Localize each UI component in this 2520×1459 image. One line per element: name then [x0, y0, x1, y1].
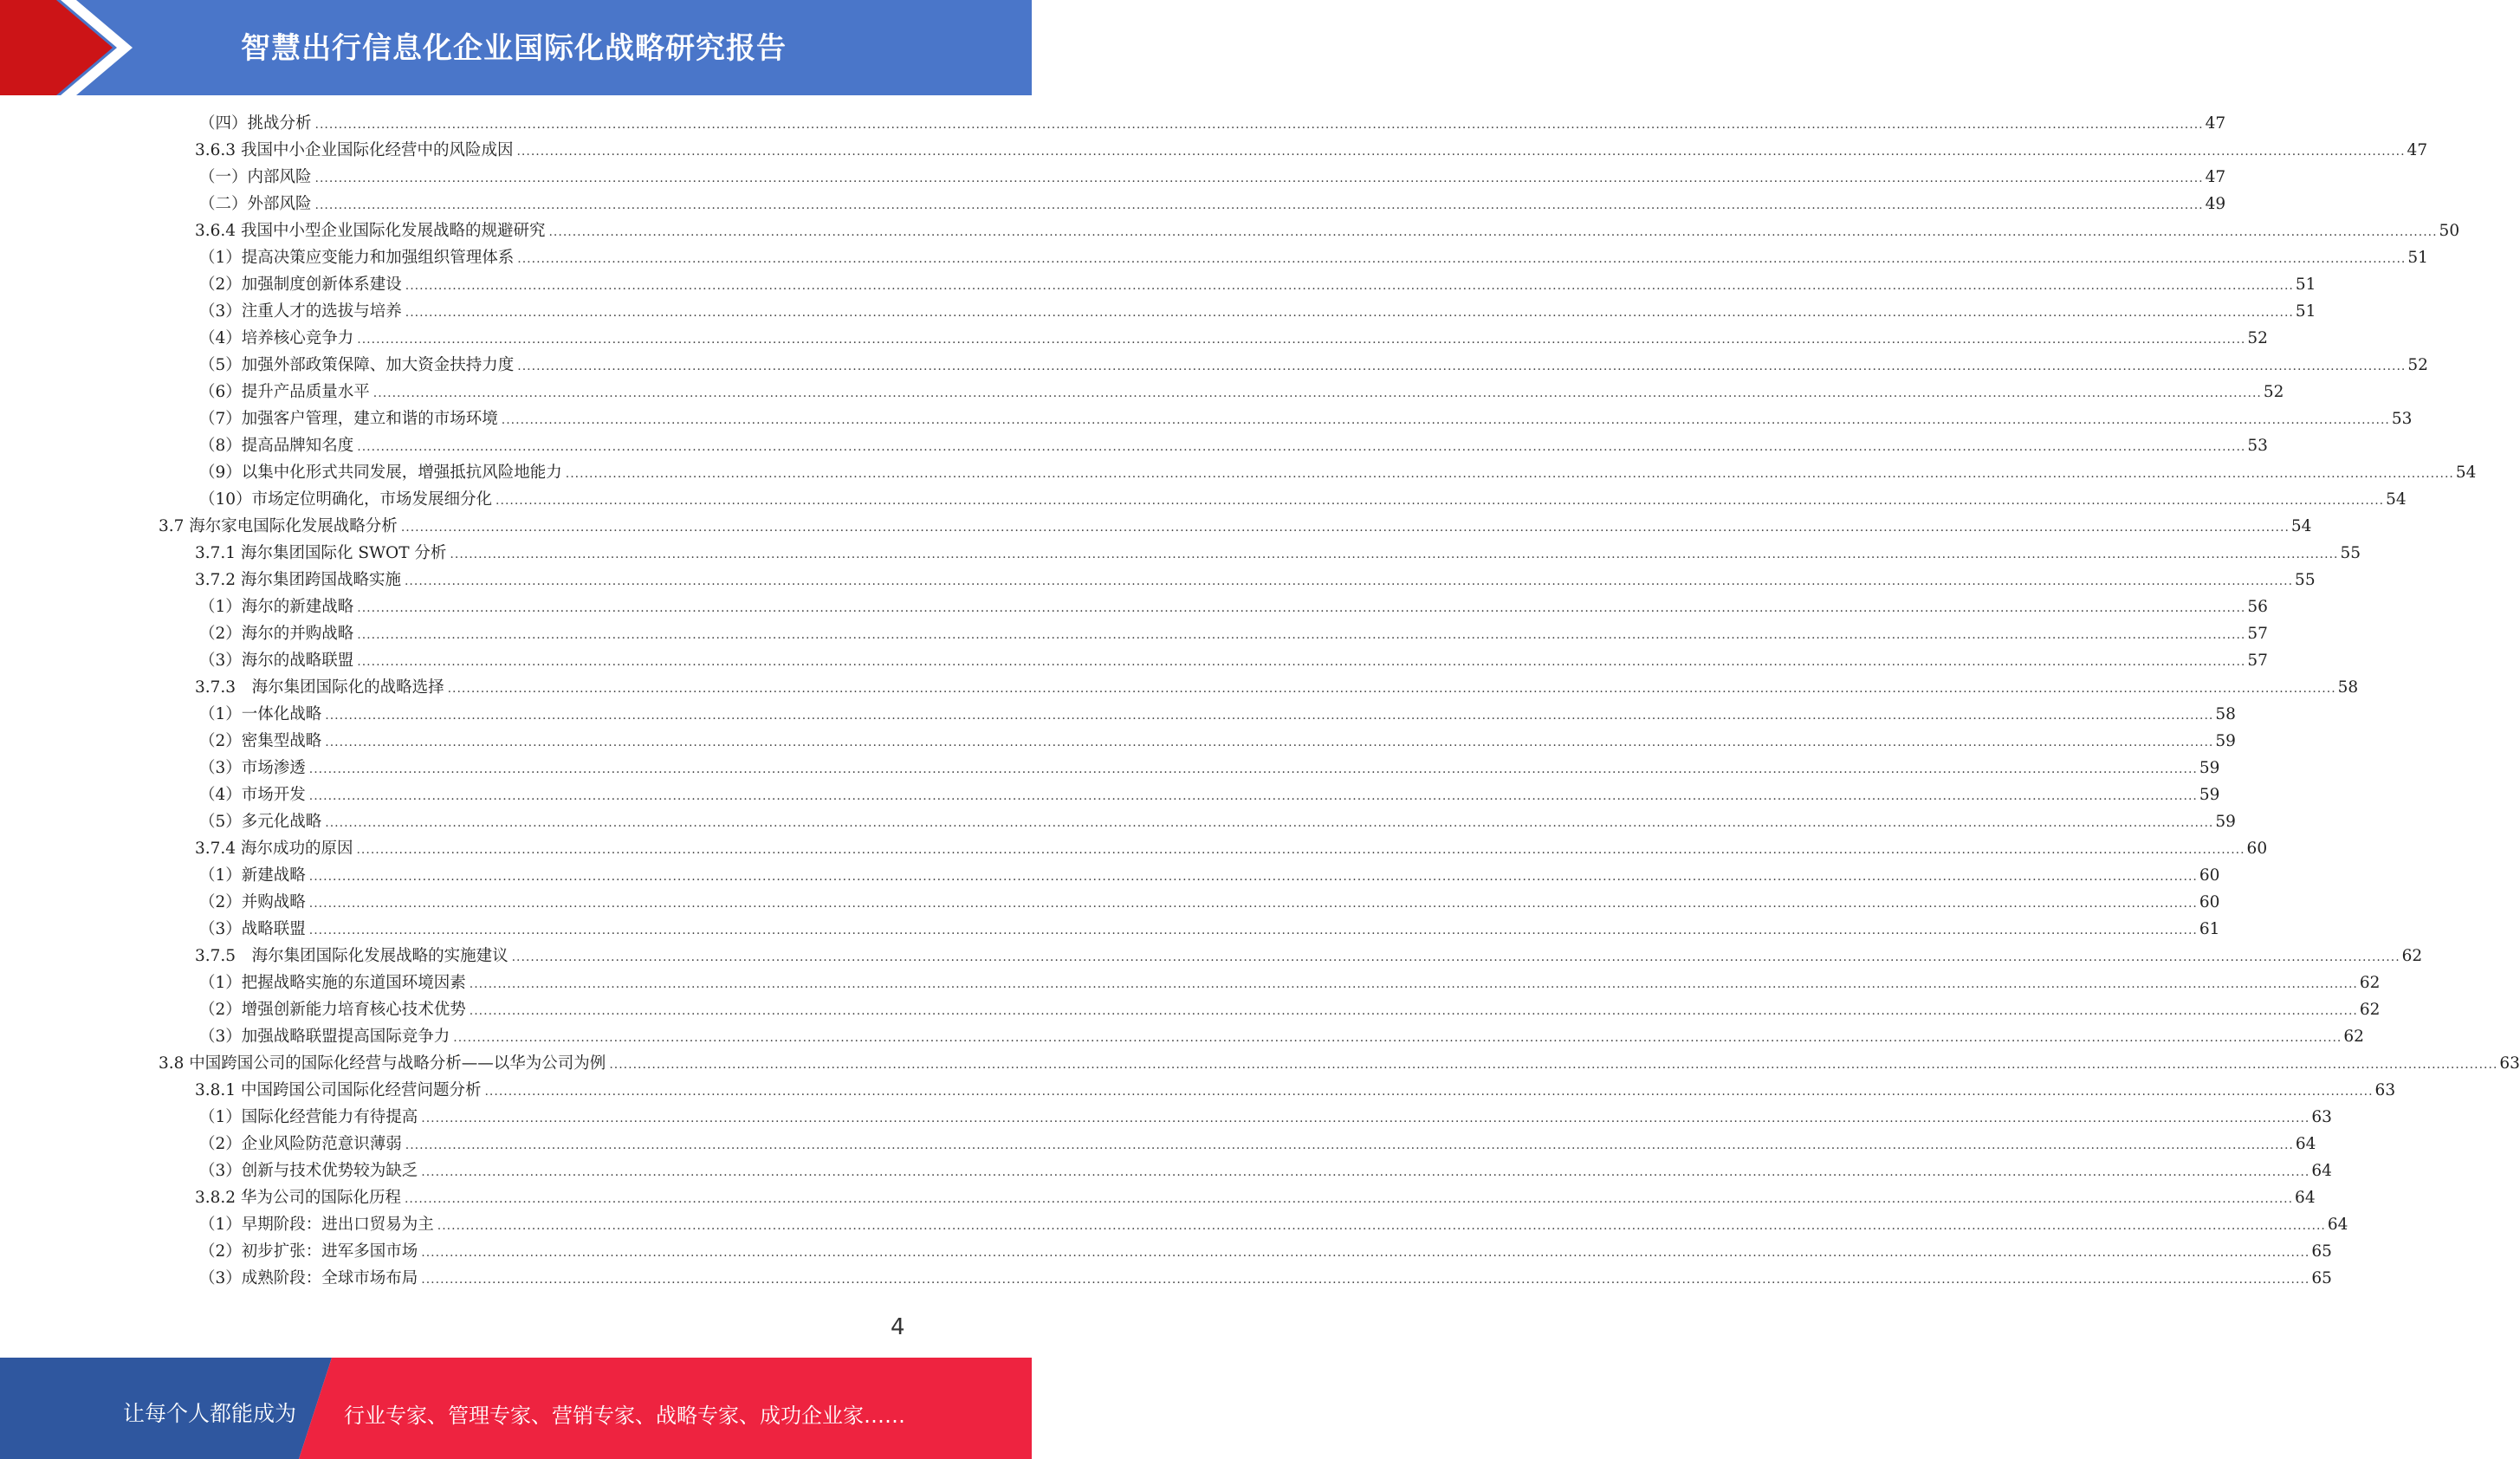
toc-entry-page: 51 [2295, 276, 2316, 294]
table-of-contents [0, 110, 2520, 1292]
toc-dot-leader: ................................................................................................................................................................................................................................................................................................................................................................................................................ [404, 574, 2294, 588]
toc-entry-page: 63 [2499, 1054, 2520, 1073]
toc-entry-page: 57 [2247, 625, 2268, 643]
toc-dot-leader: ................................................................................................................................................................................................................................................................................................................................................................................................................ [511, 950, 2400, 964]
toc-entry[interactable] [0, 862, 2220, 889]
toc-entry[interactable] [0, 1184, 2316, 1211]
toc-dot-leader: ................................................................................................................................................................................................................................................................................................................................................................................................................ [517, 252, 2407, 266]
toc-entry-page: 54 [2290, 517, 2312, 535]
toc-dot-leader: ................................................................................................................................................................................................................................................................................................................................................................................................................ [496, 494, 2385, 508]
toc-entry-page: 47 [2407, 141, 2428, 159]
toc-entry-page: 59 [2199, 786, 2220, 804]
toc-dot-leader: ................................................................................................................................................................................................................................................................................................................................................................................................................ [405, 306, 2294, 320]
toc-dot-leader: ................................................................................................................................................................................................................................................................................................................................................................................................................ [308, 789, 2198, 803]
toc-dot-leader: ................................................................................................................................................................................................................................................................................................................................................................................................................ [372, 386, 2262, 400]
toc-dot-leader: ................................................................................................................................................................................................................................................................................................................................................................................................................ [308, 897, 2198, 911]
report-title: 智慧出行信息化企业国际化战略研究报告 [241, 31, 787, 66]
toc-entry-title: （2）企业风险防范意识薄弱 [199, 1135, 402, 1153]
toc-entry-title: 3.7.2 海尔集团跨国战略实施 [195, 571, 401, 589]
footer-slogan-left: 让每个人都能成为 [123, 1401, 297, 1426]
toc-entry[interactable] [0, 889, 2220, 916]
toc-entry-title: 3.7.3 海尔集团国际化的战略选择 [195, 678, 444, 697]
toc-entry-page: 58 [2337, 678, 2359, 697]
toc-entry-title: （1）提高决策应变能力和加强组织管理体系 [199, 249, 515, 267]
toc-dot-leader: ................................................................................................................................................................................................................................................................................................................................................................................................................ [314, 118, 2204, 132]
toc-entry-title: 3.7.5 海尔集团国际化发展战略的实施建议 [195, 947, 509, 965]
toc-entry-title: （1）一体化战略 [199, 705, 322, 723]
toc-entry-title: （3）战略联盟 [199, 920, 306, 938]
toc-entry-page: 63 [2311, 1108, 2332, 1126]
arrow-logo-icon [0, 0, 139, 95]
toc-entry[interactable] [0, 916, 2220, 943]
toc-entry[interactable] [0, 1131, 2316, 1157]
toc-dot-leader: ................................................................................................................................................................................................................................................................................................................................................................................................................ [421, 1273, 2310, 1287]
toc-entry-title: 3.8 中国跨国公司的国际化经营与战略分析——以华为公司为例 [159, 1054, 606, 1073]
toc-entry-title: （3）创新与技术优势较为缺乏 [199, 1162, 418, 1180]
slogan-footer [0, 1358, 1032, 1459]
toc-dot-leader: ................................................................................................................................................................................................................................................................................................................................................................................................................ [325, 709, 2214, 723]
toc-entry-page: 57 [2247, 652, 2268, 670]
toc-entry-title: 3.6.4 我国中小型企业国际化发展战略的规避研究 [195, 222, 546, 240]
toc-entry-title: （1）早期阶段：进出口贸易为主 [199, 1216, 434, 1234]
toc-entry-page: 56 [2247, 598, 2268, 616]
page-number: 4 [891, 1314, 905, 1340]
toc-entry-title: （3）海尔的战略联盟 [199, 652, 354, 670]
toc-dot-leader: ................................................................................................................................................................................................................................................................................................................................................................................................................ [356, 843, 2245, 857]
toc-dot-leader: ................................................................................................................................................................................................................................................................................................................................................................................................................ [357, 601, 2246, 615]
toc-entry[interactable] [0, 808, 2236, 835]
toc-entry-title: （2）加强制度创新体系建设 [199, 276, 402, 294]
toc-entry-page: 65 [2311, 1242, 2332, 1261]
toc-entry-title: 3.7 海尔家电国际化发展战略分析 [159, 517, 398, 535]
toc-entry-page: 59 [2215, 732, 2236, 750]
toc-entry[interactable] [0, 1077, 2396, 1104]
toc-entry-page: 59 [2215, 813, 2236, 831]
toc-entry-title: （5）多元化战略 [199, 813, 322, 831]
toc-dot-leader: ................................................................................................................................................................................................................................................................................................................................................................................................................ [308, 924, 2198, 937]
toc-entry-page: 49 [2205, 195, 2226, 213]
toc-entry[interactable] [0, 1157, 2332, 1184]
toc-entry[interactable] [0, 1238, 2332, 1265]
toc-entry-title: （2）海尔的并购战略 [199, 625, 354, 643]
toc-entry-title: （4）市场开发 [199, 786, 306, 804]
toc-dot-leader: ................................................................................................................................................................................................................................................................................................................................................................................................................ [437, 1219, 2326, 1233]
toc-entry-page: 64 [2311, 1162, 2332, 1180]
toc-entry-page: 62 [2343, 1028, 2364, 1046]
toc-entry-page: 60 [2199, 893, 2220, 911]
toc-entry-page: 58 [2215, 705, 2236, 723]
toc-entry-title: （8）提高品牌知名度 [199, 437, 354, 455]
toc-entry[interactable] [0, 1265, 2332, 1292]
toc-entry-title: （2）密集型战略 [199, 732, 322, 750]
toc-entry-title: 3.7.4 海尔成功的原因 [195, 840, 353, 858]
toc-entry[interactable] [0, 513, 2312, 540]
toc-entry-title: （1）新建战略 [199, 866, 306, 885]
toc-entry[interactable] [0, 835, 2268, 862]
toc-entry-title: （3）市场渗透 [199, 759, 306, 777]
toc-entry-title: （7）加强客户管理，建立和谐的市场环境 [199, 410, 498, 428]
toc-dot-leader: ................................................................................................................................................................................................................................................................................................................................................................................................................ [484, 1085, 2374, 1099]
toc-entry-page: 55 [2295, 571, 2316, 589]
toc-entry-title: （2）增强创新能力培育核心技术优势 [199, 1001, 466, 1019]
toc-dot-leader: ................................................................................................................................................................................................................................................................................................................................................................................................................ [447, 682, 2336, 696]
toc-entry-page: 52 [2247, 329, 2268, 347]
toc-entry-page: 53 [2391, 410, 2413, 428]
toc-entry-title: （9）以集中化形式共同发展，增强抵抗风险地能力 [199, 464, 562, 482]
toc-dot-leader: ................................................................................................................................................................................................................................................................................................................................................................................................................ [469, 1004, 2358, 1018]
toc-entry-page: 62 [2401, 947, 2423, 965]
toc-dot-leader: ................................................................................................................................................................................................................................................................................................................................................................................................................ [421, 1165, 2310, 1179]
toc-entry[interactable] [0, 1211, 2348, 1238]
toc-entry[interactable] [0, 110, 2226, 137]
toc-entry[interactable] [0, 1050, 2520, 1077]
toc-dot-leader: ................................................................................................................................................................................................................................................................................................................................................................................................................ [517, 360, 2407, 373]
toc-dot-leader: ................................................................................................................................................................................................................................................................................................................................................................................................................ [405, 279, 2294, 293]
toc-entry[interactable] [0, 379, 2284, 405]
toc-entry[interactable] [0, 755, 2220, 781]
toc-entry[interactable] [0, 459, 2477, 486]
toc-entry[interactable] [0, 325, 2268, 352]
toc-entry-page: 51 [2295, 302, 2316, 321]
toc-entry-page: 54 [2386, 490, 2407, 509]
toc-entry[interactable] [0, 969, 2381, 996]
toc-entry[interactable] [0, 298, 2316, 325]
toc-entry-title: 3.7.1 海尔集团国际化 SWOT 分析 [195, 544, 447, 562]
toc-entry-page: 53 [2247, 437, 2268, 455]
toc-dot-leader: ................................................................................................................................................................................................................................................................................................................................................................................................................ [357, 440, 2246, 454]
toc-dot-leader: ................................................................................................................................................................................................................................................................................................................................................................................................................ [453, 1031, 2342, 1045]
toc-entry-title: （5）加强外部政策保障、加大资金扶持力度 [199, 356, 515, 374]
toc-entry[interactable] [0, 486, 2407, 513]
toc-dot-leader: ................................................................................................................................................................................................................................................................................................................................................................................................................ [400, 521, 2290, 535]
toc-entry-title: 3.8.1 中国跨国公司国际化经营问题分析 [195, 1081, 482, 1099]
toc-entry-title: （6）提升产品质量水平 [199, 383, 370, 401]
toc-dot-leader: ................................................................................................................................................................................................................................................................................................................................................................................................................ [308, 762, 2198, 776]
toc-entry-page: 60 [2199, 866, 2220, 885]
toc-dot-leader: ................................................................................................................................................................................................................................................................................................................................................................................................................ [357, 628, 2246, 642]
toc-entry[interactable] [0, 567, 2316, 593]
toc-entry-title: （四）挑战分析 [199, 114, 312, 133]
toc-dot-leader: ................................................................................................................................................................................................................................................................................................................................................................................................................ [421, 1246, 2310, 1260]
toc-entry-page: 59 [2199, 759, 2220, 777]
toc-dot-leader: ................................................................................................................................................................................................................................................................................................................................................................................................................ [548, 225, 2438, 239]
toc-entry[interactable] [0, 1023, 2364, 1050]
toc-entry-page: 47 [2205, 168, 2226, 186]
toc-dot-leader: ................................................................................................................................................................................................................................................................................................................................................................................................................ [314, 198, 2204, 212]
toc-entry[interactable] [0, 164, 2226, 191]
toc-entry[interactable] [0, 996, 2381, 1023]
toc-entry-title: （4）培养核心竞争力 [199, 329, 354, 347]
report-header [0, 0, 1032, 95]
toc-dot-leader: ................................................................................................................................................................................................................................................................................................................................................................................................................ [404, 1192, 2294, 1206]
toc-entry-page: 60 [2246, 840, 2268, 858]
toc-dot-leader: ................................................................................................................................................................................................................................................................................................................................................................................................................ [357, 333, 2246, 347]
toc-entry-title: （10）市场定位明确化，市场发展细分化 [199, 490, 493, 509]
toc-entry-page: 52 [2263, 383, 2284, 401]
toc-entry-page: 54 [2455, 464, 2477, 482]
toc-entry-page: 50 [2439, 222, 2460, 240]
toc-entry-title: （3）加强战略联盟提高国际竞争力 [199, 1028, 450, 1046]
toc-entry-page: 61 [2199, 920, 2220, 938]
toc-entry[interactable] [0, 540, 2361, 567]
toc-entry-page: 64 [2295, 1135, 2316, 1153]
toc-entry[interactable] [0, 674, 2359, 701]
toc-entry-page: 55 [2340, 544, 2361, 562]
toc-entry-title: （1）把握战略实施的东道国环境因素 [199, 974, 466, 992]
toc-entry[interactable] [0, 701, 2236, 728]
toc-entry[interactable] [0, 137, 2428, 164]
toc-entry-page: 64 [2295, 1189, 2316, 1207]
toc-entry-page: 62 [2359, 1001, 2381, 1019]
toc-entry[interactable] [0, 217, 2460, 244]
toc-entry[interactable] [0, 728, 2236, 755]
toc-entry-page: 62 [2359, 974, 2381, 992]
toc-entry-title: 3.6.3 我国中小企业国际化经营中的风险成因 [195, 141, 514, 159]
toc-dot-leader: ................................................................................................................................................................................................................................................................................................................................................................................................................ [314, 172, 2204, 185]
toc-dot-leader: ................................................................................................................................................................................................................................................................................................................................................................................................................ [405, 1138, 2294, 1152]
toc-entry[interactable] [0, 620, 2268, 647]
toc-entry[interactable] [0, 647, 2268, 674]
toc-dot-leader: ................................................................................................................................................................................................................................................................................................................................................................................................................ [516, 145, 2406, 159]
toc-entry[interactable] [0, 593, 2268, 620]
toc-entry-page: 51 [2407, 249, 2428, 267]
toc-entry-page: 63 [2374, 1081, 2396, 1099]
toc-dot-leader: ................................................................................................................................................................................................................................................................................................................................................................................................................ [501, 413, 2390, 427]
toc-entry-title: （2）并购战略 [199, 893, 306, 911]
toc-dot-leader: ................................................................................................................................................................................................................................................................................................................................................................................................................ [565, 467, 2454, 481]
toc-entry-page: 52 [2407, 356, 2428, 374]
toc-entry-title: （二）外部风险 [199, 195, 312, 213]
toc-dot-leader: ................................................................................................................................................................................................................................................................................................................................................................................................................ [609, 1058, 2498, 1072]
toc-entry[interactable] [0, 781, 2220, 808]
toc-entry[interactable] [0, 943, 2423, 969]
toc-entry[interactable] [0, 352, 2428, 379]
toc-dot-leader: ................................................................................................................................................................................................................................................................................................................................................................................................................ [357, 655, 2246, 669]
toc-entry-title: 3.8.2 华为公司的国际化历程 [195, 1189, 401, 1207]
toc-entry[interactable] [0, 271, 2316, 298]
toc-entry-title: （3）注重人才的选拔与培养 [199, 302, 402, 321]
toc-entry-title: （3）成熟阶段：全球市场布局 [199, 1269, 418, 1287]
toc-dot-leader: ................................................................................................................................................................................................................................................................................................................................................................................................................ [469, 977, 2358, 991]
toc-entry[interactable] [0, 405, 2413, 432]
toc-entry-page: 47 [2205, 114, 2226, 133]
toc-entry[interactable] [0, 1104, 2332, 1131]
toc-dot-leader: ................................................................................................................................................................................................................................................................................................................................................................................................................ [421, 1112, 2310, 1125]
toc-entry[interactable] [0, 191, 2226, 217]
toc-entry-title: （2）初步扩张：进军多国市场 [199, 1242, 418, 1261]
toc-dot-leader: ................................................................................................................................................................................................................................................................................................................................................................................................................ [325, 816, 2214, 830]
footer-slogan-right: 行业专家、管理专家、营销专家、战略专家、成功企业家…… [344, 1404, 905, 1428]
toc-entry-title: （1）国际化经营能力有待提高 [199, 1108, 418, 1126]
toc-entry[interactable] [0, 244, 2428, 271]
toc-entry-title: （1）海尔的新建战略 [199, 598, 354, 616]
toc-dot-leader: ................................................................................................................................................................................................................................................................................................................................................................................................................ [450, 548, 2339, 561]
toc-entry-title: （一）内部风险 [199, 168, 312, 186]
toc-dot-leader: ................................................................................................................................................................................................................................................................................................................................................................................................................ [325, 736, 2214, 749]
toc-entry[interactable] [0, 432, 2268, 459]
toc-dot-leader: ................................................................................................................................................................................................................................................................................................................................................................................................................ [308, 870, 2198, 884]
toc-entry-page: 64 [2327, 1216, 2348, 1234]
toc-entry-page: 65 [2311, 1269, 2332, 1287]
